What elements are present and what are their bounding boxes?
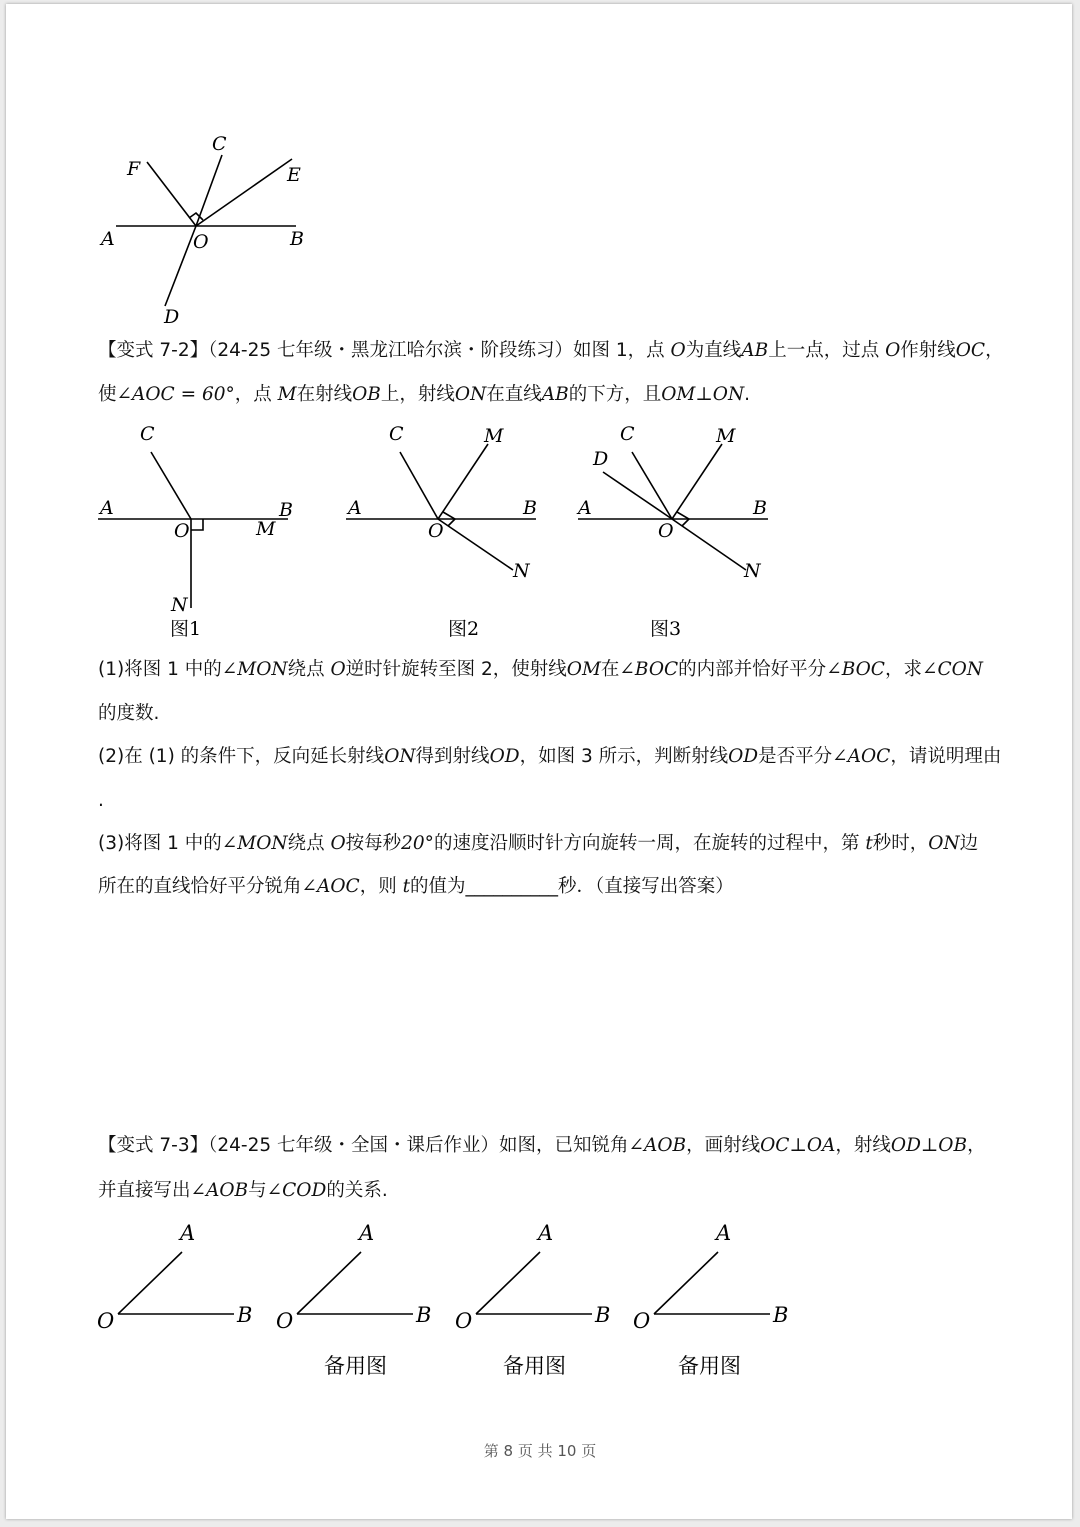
fig3-label-a: A [578,497,592,519]
fig2-label-m: M [484,425,504,447]
fig1-label-n: N [171,594,188,616]
problem-73-line1: 【变式 7-3】（24-25 七年级・全国・课后作业）如图，已知锐角∠AOB，画射线OC⊥OA，射线OD⊥OB， [98,1135,986,1156]
q3-line2: 所在的直线恰好平分锐角∠AOC，则 t的值为__________秒．（直接写出答案） [98,876,734,897]
fig3-label-c: C [620,423,635,445]
f73-4-label-a: A [716,1221,732,1245]
ray-of [147,162,196,226]
fig3-label-d: D [593,448,609,470]
problem-72-line1: 【变式 7-2】（24-25 七年级・黑龙江哈尔滨・阶段练习）如图 1，点 O为直线AB上一点，过点 O作射线OC， [98,340,1004,361]
spare-caption-1: 备用图 [324,1354,387,1378]
ray-od [165,226,196,306]
fig3-label-m: M [716,425,736,447]
problem-73-line2: 并直接写出∠AOB与∠COD的关系. [98,1180,388,1201]
spare-caption-3: 备用图 [678,1354,741,1378]
f73-4-label-b: B [773,1303,789,1327]
fig3-label-o: O [658,520,674,542]
q3-line1: (3)将图 1 中的∠MON绕点 O按每秒20°的速度沿顺时针方向旋转一周，在旋转的过程中，第 t秒时，ON边 [98,833,979,854]
fig1-label-b: B [279,499,293,521]
fig2-label-n: N [513,560,530,582]
f73-1-label-o: O [97,1309,115,1333]
fig2-label-c: C [389,423,404,445]
label-a: A [101,228,115,250]
problem-72-line2: 使∠AOC = 60°，点 M在射线OB上，射线ON在直线AB的下方，且OM⊥ON. [98,384,751,405]
fig3-caption: 图3 [650,618,682,640]
f73-3-label-o: O [455,1309,473,1333]
fig2-caption: 图2 [448,618,480,640]
fig1-label-c: C [140,423,155,445]
fig1-label-m: M [256,518,276,540]
spare-caption-2: 备用图 [503,1354,566,1378]
f73-1-label-b: B [237,1303,253,1327]
f73-2-label-a: A [359,1221,375,1245]
label-c: C [212,133,227,155]
fig2-label-a: A [348,497,362,519]
fig1-caption: 图1 [170,618,202,640]
label-b: B [290,228,304,250]
label-o: O [193,231,209,253]
fig3-label-n: N [744,560,761,582]
figure-top [0,0,1080,340]
label-e: E [287,164,301,186]
fig1-label-o: O [174,520,190,542]
ray-oe [196,159,292,226]
f73-3-label-a: A [538,1221,554,1245]
q2-line1: (2)在 (1) 的条件下，反向延长射线ON得到射线OD，如图 3 所示，判断射线OD是否平分∠AOC，请说明理由 [98,746,1002,767]
ray-oc [196,155,222,226]
figures-73 [0,1210,1080,1390]
q1-line1: (1)将图 1 中的∠MON绕点 O逆时针旋转至图 2，使射线OM在∠BOC的内部并恰好平分∠BOC，求∠CON [98,659,983,680]
f73-3-label-b: B [595,1303,611,1327]
fig2-label-o: O [428,520,444,542]
q2-line2: . [98,790,104,811]
f73-1-label-a: A [180,1221,196,1245]
figures-72 [0,420,1080,645]
page-footer: 第 8 页 共 10 页 [483,1442,597,1460]
f73-2-label-o: O [276,1309,294,1333]
fig1-label-a: A [100,497,114,519]
fig3-label-b: B [753,497,767,519]
f73-4-label-o: O [633,1309,651,1333]
f73-2-label-b: B [416,1303,432,1327]
label-d: D [164,306,180,328]
fig2-label-b: B [523,497,537,519]
q1-line2: 的度数. [98,703,160,724]
label-f: F [127,158,141,180]
